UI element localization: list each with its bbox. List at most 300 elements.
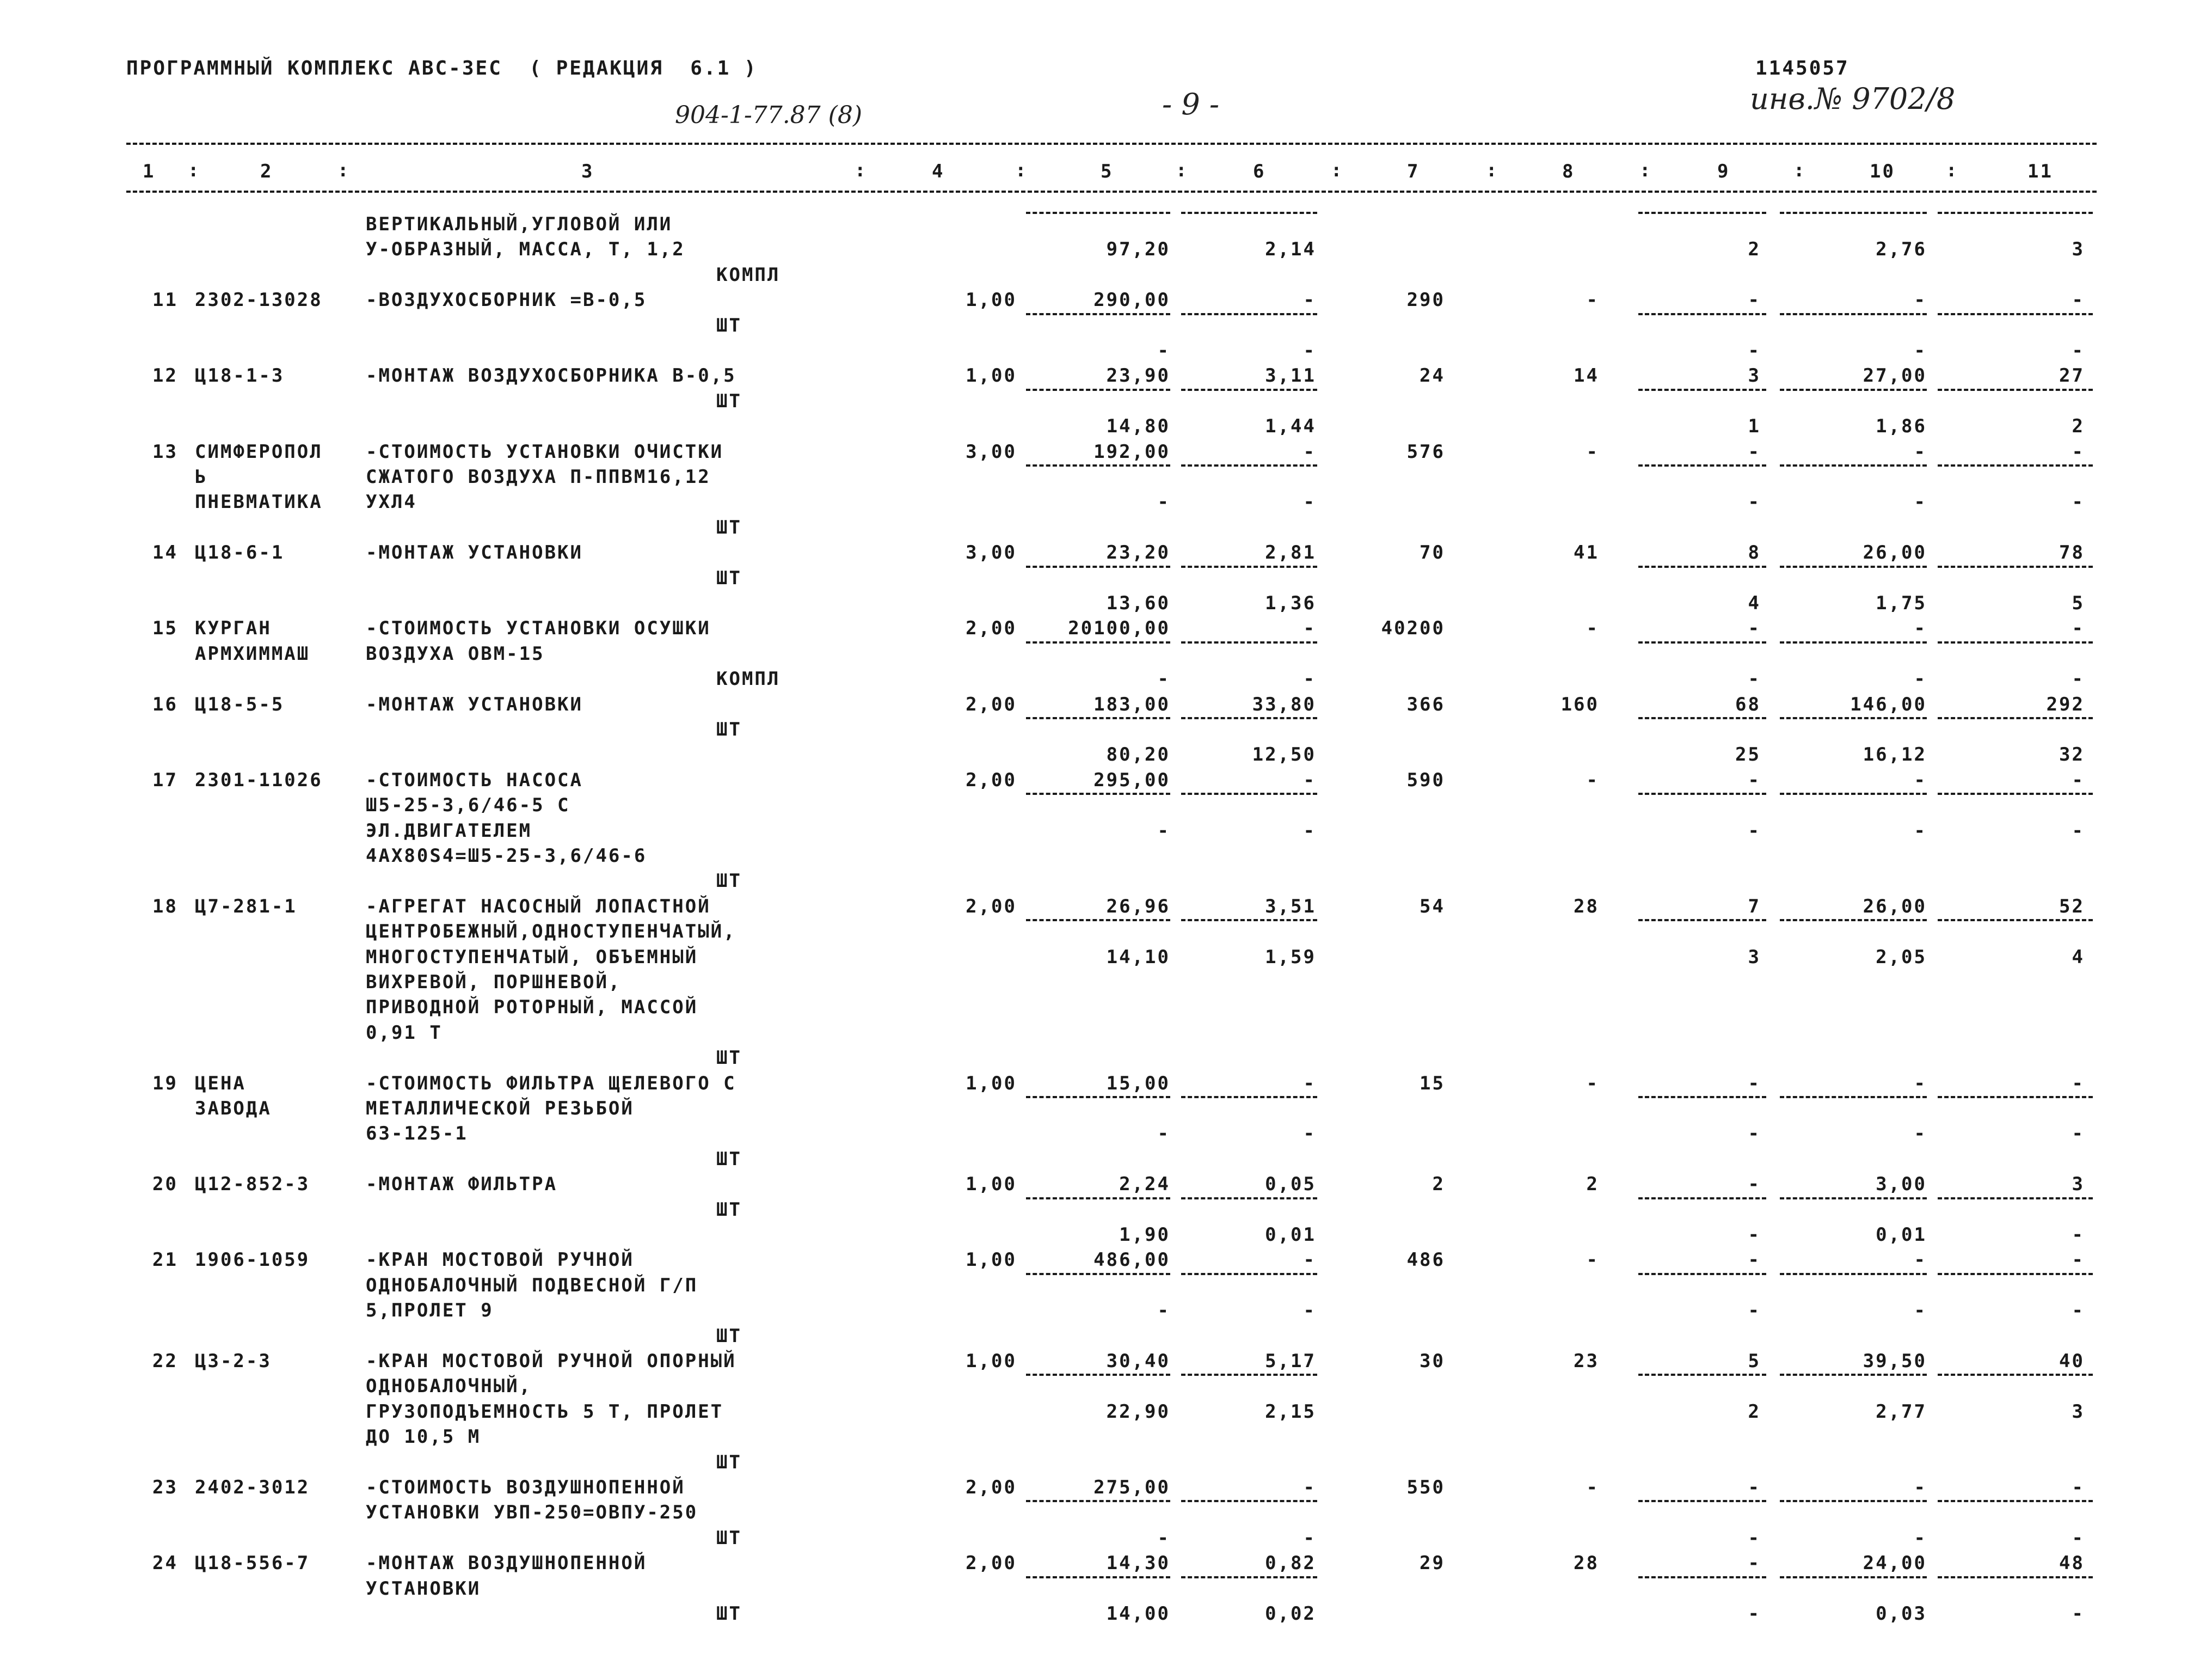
cell-value-col4: 1,00 <box>966 365 1017 387</box>
item-description: УСТАНОВКИ <box>366 1577 481 1600</box>
column-separator: : <box>337 160 351 181</box>
cell-value-col6: - <box>1303 1527 1316 1549</box>
cell-value-col11: - <box>2072 1603 2085 1625</box>
subtotal-rule <box>1938 313 2093 315</box>
cell-value-col4: 2,00 <box>966 617 1017 640</box>
cell-value-col11: - <box>2072 769 2085 791</box>
cell-value-col4: 3,00 <box>966 542 1017 564</box>
column-header-6: 6 <box>1253 161 1266 182</box>
subtotal-rule <box>1938 464 2093 467</box>
rate-code: 1906-1059 <box>195 1249 310 1271</box>
subtotal-rule <box>1638 1273 1766 1275</box>
item-description: ОДНОБАЛОЧНЫЙ ПОДВЕСНОЙ Г/П <box>366 1274 698 1296</box>
subtotal-rule <box>1780 641 1927 644</box>
item-description: -ВОЗДУХОСБОРНИК =В-0,5 <box>366 289 647 311</box>
rate-code: ЦЕНА <box>195 1072 246 1094</box>
unit-label: ШТ <box>716 719 742 740</box>
cell-value-col9: 2 <box>1748 1400 1761 1423</box>
cell-value-col11: - <box>2072 1300 2085 1322</box>
cell-value-col9: - <box>1748 1224 1761 1246</box>
cell-value-col11: - <box>2072 1072 2085 1094</box>
subtotal-rule <box>1780 389 1927 391</box>
subtotal-rule <box>1938 1096 2093 1098</box>
cell-value-col7: 70 <box>1420 542 1445 564</box>
cell-value-col11: - <box>2072 1224 2085 1246</box>
subtotal-rule <box>1026 1096 1170 1098</box>
unit-label: ШТ <box>716 390 742 412</box>
cell-value-col7: 29 <box>1420 1552 1445 1575</box>
cell-value-col6: - <box>1303 1123 1316 1145</box>
cell-value-col6: 0,01 <box>1265 1224 1316 1246</box>
cell-value-col9: - <box>1748 289 1761 311</box>
cell-value-col5: 14,00 <box>1106 1603 1170 1625</box>
column-header-10: 10 <box>1870 161 1895 182</box>
cell-value-col7: 290 <box>1406 289 1445 311</box>
item-description: -СТОИМОСТЬ ВОЗДУШНОПЕННОЙ <box>366 1477 685 1498</box>
cell-value-col9: - <box>1748 1603 1761 1625</box>
cell-value-col9: 8 <box>1748 542 1761 564</box>
column-header-4: 4 <box>932 161 945 182</box>
cell-value-col11: - <box>2072 617 2085 640</box>
cell-value-col6: 0,05 <box>1265 1173 1316 1196</box>
subtotal-rule <box>1780 566 1927 568</box>
row-number: 21 <box>152 1249 178 1271</box>
cell-value-col5: - <box>1157 1527 1170 1549</box>
subtotal-rule <box>1181 313 1317 315</box>
subtotal-rule <box>1638 313 1766 315</box>
cell-value-col4: 2,00 <box>966 1477 1017 1498</box>
cell-value-col5: 183,00 <box>1093 693 1170 715</box>
subtotal-rule <box>1026 464 1170 467</box>
cell-value-col6: - <box>1303 340 1316 362</box>
subtotal-rule <box>1638 793 1766 795</box>
unit-label: ШТ <box>716 1148 742 1170</box>
cell-value-col10: - <box>1914 491 1927 513</box>
column-header-3: 3 <box>581 161 594 182</box>
cell-value-col6: - <box>1303 769 1316 791</box>
unit-label: ШТ <box>716 516 742 538</box>
subtotal-rule <box>1181 1500 1317 1502</box>
subtotal-rule <box>1780 1374 1927 1376</box>
row-number: 17 <box>152 769 178 791</box>
cell-value-col9: - <box>1748 1173 1761 1196</box>
cell-value-col8: - <box>1586 1477 1599 1498</box>
unit-label: ШТ <box>716 314 742 336</box>
cell-value-col5: 2,24 <box>1119 1173 1170 1196</box>
cell-value-col8: - <box>1586 1249 1599 1271</box>
subtotal-rule <box>1638 1500 1766 1502</box>
row-number: 19 <box>152 1072 178 1094</box>
rate-code: АРМХИММАШ <box>195 642 310 665</box>
cell-value-col10: 0,01 <box>1876 1224 1927 1246</box>
item-description: Ш5-25-3,6/46-5 С <box>366 794 570 817</box>
cell-value-col5: 1,90 <box>1119 1224 1170 1246</box>
subtotal-rule <box>1026 1500 1170 1502</box>
cell-value-col7: 576 <box>1406 440 1445 463</box>
cell-value-col6: 0,82 <box>1265 1552 1316 1575</box>
cell-value-col11: 3 <box>2072 1400 2085 1423</box>
subtotal-rule <box>1780 1576 1927 1578</box>
cell-value-col6: 1,59 <box>1265 946 1316 968</box>
cell-value-col7: 15 <box>1420 1072 1445 1094</box>
cell-value-col11: - <box>2072 440 2085 463</box>
cell-value-col6: 3,11 <box>1265 365 1316 387</box>
cell-value-col4: 1,00 <box>966 289 1017 311</box>
cell-value-col8: - <box>1586 440 1599 463</box>
rate-code: Ц3-2-3 <box>195 1350 272 1372</box>
cell-value-col4: 1,00 <box>966 1350 1017 1372</box>
cell-value-col11: 78 <box>2059 542 2085 564</box>
subtotal-rule <box>1780 313 1927 315</box>
row-number: 18 <box>152 895 178 917</box>
cell-value-col9: - <box>1748 668 1761 690</box>
cell-value-col6: - <box>1303 1477 1316 1498</box>
cell-value-col10: - <box>1914 617 1927 640</box>
item-description: -МОНТАЖ ВОЗДУШНОПЕННОЙ <box>366 1552 647 1575</box>
cell-value-col11: - <box>2072 491 2085 513</box>
column-separator: : <box>855 160 868 181</box>
subtotal-rule <box>1780 1273 1927 1275</box>
subtotal-rule <box>1938 212 2093 214</box>
rate-code: ЗАВОДА <box>195 1098 272 1119</box>
cell-value-col9: - <box>1748 1123 1761 1145</box>
subtotal-rule <box>1181 1096 1317 1098</box>
cell-value-col7: 24 <box>1420 365 1445 387</box>
cell-value-col8: 14 <box>1574 365 1599 387</box>
cell-value-col11: 5 <box>2072 592 2085 614</box>
cell-value-col4: 2,00 <box>966 769 1017 791</box>
subtotal-rule <box>1938 793 2093 795</box>
subtotal-rule <box>1938 641 2093 644</box>
rate-code: 2301-11026 <box>195 769 323 791</box>
subtotal-rule <box>1938 1576 2093 1578</box>
cell-value-col5: - <box>1157 491 1170 513</box>
item-description: ВЕРТИКАЛЬНЫЙ,УГЛОВОЙ ИЛИ <box>366 213 673 235</box>
cell-value-col11: 2 <box>2072 415 2085 438</box>
cell-value-col10: - <box>1914 668 1927 690</box>
cell-value-col11: - <box>2072 1527 2085 1549</box>
subtotal-rule <box>1181 1374 1317 1376</box>
column-separator: : <box>1946 160 1959 181</box>
rate-code: Ц7-281-1 <box>195 895 297 917</box>
cell-value-col4: 2,00 <box>966 693 1017 715</box>
cell-value-col5: 295,00 <box>1093 769 1170 791</box>
cell-value-col5: 14,30 <box>1106 1552 1170 1575</box>
cell-value-col5: 290,00 <box>1093 289 1170 311</box>
cell-value-col10: - <box>1914 1477 1927 1498</box>
rate-code: Ц18-6-1 <box>195 542 285 564</box>
program-title: ПРОГРАММНЫЙ КОМПЛЕКС АВС-3ЕС ( РЕДАКЦИЯ 6.1 ) <box>126 57 758 79</box>
item-description: ОДНОБАЛОЧНЫЙ, <box>366 1375 532 1398</box>
row-number: 20 <box>152 1173 178 1196</box>
cell-value-col9: - <box>1748 340 1761 362</box>
item-description: ГРУЗОПОДЪЕМНОСТЬ 5 Т, ПРОЛЕТ <box>366 1400 724 1423</box>
item-description: УСТАНОВКИ УВП-250=ОВПУ-250 <box>366 1502 698 1524</box>
cell-value-col10: - <box>1914 289 1927 311</box>
row-number: 14 <box>152 542 178 564</box>
cell-value-col5: 20100,00 <box>1068 617 1170 640</box>
column-header-11: 11 <box>2027 161 2053 182</box>
column-separator: : <box>1793 160 1807 181</box>
cell-value-col5: 15,00 <box>1106 1072 1170 1094</box>
cell-value-col5: 22,90 <box>1106 1400 1170 1423</box>
subtotal-rule <box>1638 1576 1766 1578</box>
subtotal-rule <box>1938 1197 2093 1199</box>
cell-value-col6: 12,50 <box>1252 744 1316 766</box>
unit-label: ШТ <box>716 1527 742 1549</box>
cell-value-col8: 23 <box>1574 1350 1599 1372</box>
cell-value-col11: 3 <box>2072 238 2085 261</box>
column-header-5: 5 <box>1101 161 1114 182</box>
cell-value-col11: 3 <box>2072 1173 2085 1196</box>
unit-label: ШТ <box>716 567 742 589</box>
item-description: -МОНТАЖ УСТАНОВКИ <box>366 693 583 715</box>
item-description: ПРИВОДНОЙ РОТОРНЫЙ, МАССОЙ <box>366 996 698 1019</box>
cell-value-col10: 3,00 <box>1876 1173 1927 1196</box>
cell-value-col7: 550 <box>1406 1477 1445 1498</box>
cell-value-col6: - <box>1303 668 1316 690</box>
cell-value-col5: 14,80 <box>1106 415 1170 438</box>
rate-code: ПНЕВМАТИКА <box>195 491 323 513</box>
item-description: -АГРЕГАТ НАСОСНЫЙ ЛОПАСТНОЙ <box>366 895 711 917</box>
cell-value-col6: 2,14 <box>1265 238 1316 261</box>
subtotal-rule <box>1780 212 1927 214</box>
unit-label: ШТ <box>716 1603 742 1625</box>
item-description: ДО 10,5 М <box>366 1426 481 1448</box>
cell-value-col6: 2,81 <box>1265 542 1316 564</box>
subtotal-rule <box>1938 389 2093 391</box>
item-description: ЭЛ.ДВИГАТЕЛЕМ <box>366 819 532 842</box>
item-description: МЕТАЛЛИЧЕСКОЙ РЕЗЬБОЙ <box>366 1098 634 1119</box>
cell-value-col5: - <box>1157 1123 1170 1145</box>
subtotal-rule <box>1780 919 1927 921</box>
subtotal-rule <box>1938 919 2093 921</box>
rate-code: Ц18-5-5 <box>195 693 285 715</box>
cell-value-col11: 48 <box>2059 1552 2085 1575</box>
subtotal-rule <box>1026 641 1170 644</box>
cell-value-col11: - <box>2072 340 2085 362</box>
cell-value-col5: 30,40 <box>1106 1350 1170 1372</box>
subtotal-rule <box>1181 566 1317 568</box>
subtotal-rule <box>1638 389 1766 391</box>
subtotal-rule <box>1181 1273 1317 1275</box>
cell-value-col9: - <box>1748 1477 1761 1498</box>
subtotal-rule <box>1938 1500 2093 1502</box>
cell-value-col7: 486 <box>1406 1249 1445 1271</box>
row-number: 15 <box>152 617 178 640</box>
cell-value-col11: 292 <box>2046 693 2085 715</box>
cell-value-col5: - <box>1157 340 1170 362</box>
cell-value-col10: - <box>1914 769 1927 791</box>
unit-label: ШТ <box>716 1198 742 1221</box>
unit-label: ШТ <box>716 1325 742 1347</box>
column-separator: : <box>1639 160 1652 181</box>
cell-value-col9: 2 <box>1748 238 1761 261</box>
cell-value-col7: 30 <box>1420 1350 1445 1372</box>
cell-value-col6: - <box>1303 289 1316 311</box>
subtotal-rule <box>1181 389 1317 391</box>
subtotal-rule <box>1938 1273 2093 1275</box>
cell-value-col5: 13,60 <box>1106 592 1170 614</box>
cell-value-col10: 27,00 <box>1863 365 1927 387</box>
subtotal-rule <box>1638 464 1766 467</box>
cell-value-col8: 160 <box>1560 693 1599 715</box>
handwritten-page-number: - 9 - <box>1162 87 1220 121</box>
item-description: -КРАН МОСТОВОЙ РУЧНОЙ <box>366 1249 634 1271</box>
cell-value-col8: - <box>1586 289 1599 311</box>
subtotal-rule <box>1638 212 1766 214</box>
unit-label: ШТ <box>716 1047 742 1069</box>
cell-value-col8: - <box>1586 1072 1599 1094</box>
unit-label: КОМПЛ <box>716 668 781 690</box>
cell-value-col5: 97,20 <box>1106 238 1170 261</box>
cell-value-col9: 1 <box>1748 415 1761 438</box>
handwritten-inventory-number: инв.№ 9702/8 <box>1750 82 1956 116</box>
subtotal-rule <box>1181 1576 1317 1578</box>
item-description: -СТОИМОСТЬ УСТАНОВКИ ОЧИСТКИ <box>366 440 724 463</box>
cell-value-col5: 23,20 <box>1106 542 1170 564</box>
subtotal-rule <box>1026 212 1170 214</box>
item-description: -СТОИМОСТЬ ФИЛЬТРА ЩЕЛЕВОГО С <box>366 1072 736 1094</box>
cell-value-col7: 54 <box>1420 895 1445 917</box>
item-description: 63-125-1 <box>366 1123 468 1145</box>
cell-value-col8: - <box>1586 769 1599 791</box>
subtotal-rule <box>1938 717 2093 719</box>
item-description: УХЛ4 <box>366 491 417 513</box>
column-separator: : <box>1486 160 1499 181</box>
item-description: У-ОБРАЗНЫЙ, МАССА, Т, 1,2 <box>366 238 685 261</box>
cell-value-col6: 3,51 <box>1265 895 1316 917</box>
subtotal-rule <box>1780 1500 1927 1502</box>
cell-value-col9: 3 <box>1748 365 1761 387</box>
subtotal-rule <box>1780 464 1927 467</box>
item-description: ЦЕНТРОБЕЖНЫЙ,ОДНОСТУПЕНЧАТЫЙ, <box>366 921 736 943</box>
cell-value-col4: 2,00 <box>966 1552 1017 1575</box>
rate-code: Ц18-1-3 <box>195 365 285 387</box>
cell-value-col10: - <box>1914 1300 1927 1322</box>
cell-value-col10: - <box>1914 1527 1927 1549</box>
cell-value-col4: 2,00 <box>966 895 1017 917</box>
column-header-9: 9 <box>1717 161 1730 182</box>
subtotal-rule <box>1181 793 1317 795</box>
cell-value-col9: 5 <box>1748 1350 1761 1372</box>
subtotal-rule <box>1026 1197 1170 1199</box>
rate-code: КУРГАН <box>195 617 272 640</box>
item-description: -СТОИМОСТЬ УСТАНОВКИ ОСУШКИ <box>366 617 711 640</box>
rate-code: Ц18-556-7 <box>195 1552 310 1575</box>
cell-value-col6: - <box>1303 819 1316 842</box>
cell-value-col9: - <box>1748 440 1761 463</box>
cell-value-col9: 25 <box>1735 744 1761 766</box>
cell-value-col4: 1,00 <box>966 1249 1017 1271</box>
cell-value-col4: 1,00 <box>966 1072 1017 1094</box>
cell-value-col11: 27 <box>2059 365 2085 387</box>
cell-value-col5: 486,00 <box>1093 1249 1170 1271</box>
cell-value-col9: - <box>1748 1552 1761 1575</box>
document-code: 1145057 <box>1755 57 1850 79</box>
rate-code: Ь <box>195 466 208 488</box>
row-number: 24 <box>152 1552 178 1575</box>
cell-value-col9: 7 <box>1748 895 1761 917</box>
cell-value-col11: - <box>2072 819 2085 842</box>
row-number: 13 <box>152 440 178 463</box>
row-number: 16 <box>152 693 178 715</box>
cell-value-col4: 3,00 <box>966 440 1017 463</box>
table-top-rule <box>126 143 2097 145</box>
cell-value-col9: 68 <box>1735 693 1761 715</box>
cell-value-col11: - <box>2072 1123 2085 1145</box>
cell-value-col11: 52 <box>2059 895 2085 917</box>
column-header-2: 2 <box>260 161 273 182</box>
cell-value-col10: - <box>1914 819 1927 842</box>
unit-label: ШТ <box>716 870 742 892</box>
item-description: -МОНТАЖ УСТАНОВКИ <box>366 542 583 564</box>
cell-value-col6: - <box>1303 1300 1316 1322</box>
subtotal-rule <box>1638 566 1766 568</box>
subtotal-rule <box>1181 212 1317 214</box>
subtotal-rule <box>1181 919 1317 921</box>
item-description: -КРАН МОСТОВОЙ РУЧНОЙ ОПОРНЫЙ <box>366 1350 736 1372</box>
subtotal-rule <box>1638 1374 1766 1376</box>
cell-value-col11: - <box>2072 289 2085 311</box>
item-description: -МОНТАЖ ФИЛЬТРА <box>366 1173 558 1196</box>
cell-value-col9: - <box>1748 819 1761 842</box>
cell-value-col5: 80,20 <box>1106 744 1170 766</box>
cell-value-col9: - <box>1748 769 1761 791</box>
cell-value-col8: 28 <box>1574 1552 1599 1575</box>
cell-value-col10: 0,03 <box>1876 1603 1927 1625</box>
item-description: 4АХ80S4=Ш5-25-3,6/46-6 <box>366 845 647 867</box>
column-separator: : <box>1331 160 1344 181</box>
subtotal-rule <box>1026 793 1170 795</box>
cell-value-col11: 32 <box>2059 744 2085 766</box>
subtotal-rule <box>1638 1096 1766 1098</box>
subtotal-rule <box>1181 1197 1317 1199</box>
rate-code: 2302-13028 <box>195 289 323 311</box>
cell-value-col7: 366 <box>1406 693 1445 715</box>
cell-value-col10: - <box>1914 1072 1927 1094</box>
cell-value-col9: - <box>1748 1249 1761 1271</box>
unit-label: ШТ <box>716 1451 742 1473</box>
cell-value-col6: - <box>1303 1249 1316 1271</box>
cell-value-col6: 5,17 <box>1265 1350 1316 1372</box>
cell-value-col9: 3 <box>1748 946 1761 968</box>
row-number: 22 <box>152 1350 178 1372</box>
cell-value-col6: - <box>1303 617 1316 640</box>
cell-value-col9: - <box>1748 1072 1761 1094</box>
cell-value-col5: - <box>1157 1300 1170 1322</box>
column-header-1: 1 <box>143 161 156 182</box>
subtotal-rule <box>1026 717 1170 719</box>
cell-value-col6: 1,36 <box>1265 592 1316 614</box>
cell-value-col5: 23,90 <box>1106 365 1170 387</box>
cell-value-col6: 33,80 <box>1252 693 1316 715</box>
handwritten-project-number: 904-1-77.87 (8) <box>675 101 862 129</box>
subtotal-rule <box>1026 919 1170 921</box>
cell-value-col7: 2 <box>1432 1173 1445 1196</box>
subtotal-rule <box>1026 313 1170 315</box>
cell-value-col6: 1,44 <box>1265 415 1316 438</box>
cell-value-col11: 40 <box>2059 1350 2085 1372</box>
cell-value-col5: 192,00 <box>1093 440 1170 463</box>
cell-value-col7: 40200 <box>1381 617 1445 640</box>
cell-value-col11: - <box>2072 1249 2085 1271</box>
cell-value-col6: 0,02 <box>1265 1603 1316 1625</box>
cell-value-col11: - <box>2072 668 2085 690</box>
cell-value-col10: - <box>1914 1123 1927 1145</box>
cell-value-col10: 24,00 <box>1863 1552 1927 1575</box>
cell-value-col10: 39,50 <box>1863 1350 1927 1372</box>
